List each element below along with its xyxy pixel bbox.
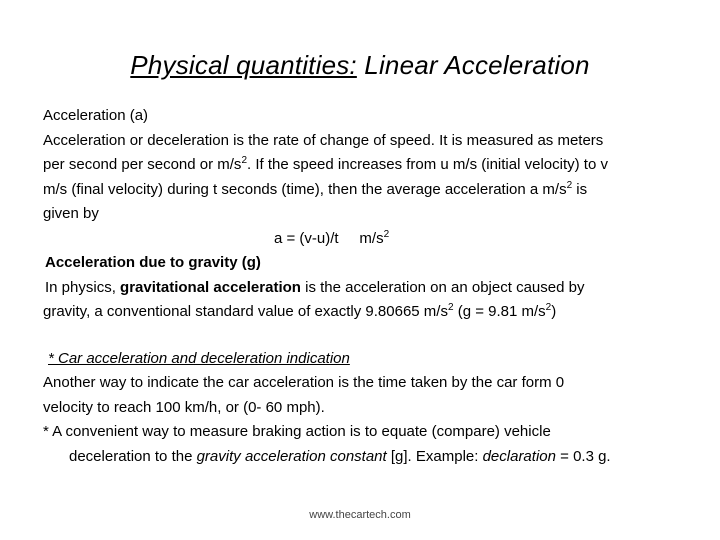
gravity-heading: Acceleration due to gravity (g) <box>45 254 261 271</box>
title-underlined: Physical quantities: <box>130 50 357 80</box>
car-indication-heading: * Car acceleration and deceleration indication <box>48 349 350 367</box>
braking-line-2: deceleration to the gravity acceleration constant [g]. Example: declaration = 0.3 g. <box>69 447 611 465</box>
acceleration-formula: a = (v-u)/t $m/s^2$ <box>274 228 390 247</box>
gravity-line-2: gravity, a conventional standard value of exactly 9.80665 $m/s^2$ (g = 9.81 $m/s^2$) <box>43 302 557 320</box>
definition-line-3: m/s (final velocity) during t seconds (time), then the average acceleration a $m/s^2$ is <box>43 179 588 198</box>
slide-body <box>43 104 683 469</box>
gravity-line-1: In physics, gravitational acceleration is the acceleration on an object caused by <box>45 278 585 296</box>
definition-line-4: given by <box>43 205 99 222</box>
definition-line-1: Acceleration or deceleration is the rate of change of speed. It is measured as meters <box>43 131 604 149</box>
spacer <box>43 325 683 347</box>
slide-title <box>0 50 720 81</box>
acceleration-heading: Acceleration (a) <box>43 107 149 124</box>
car-line-1: Another way to indicate the car acceleration is the time taken by the car form 0 <box>43 374 565 391</box>
definition-line-2: per second per second or $m/s^2$. If the speed increases from u m/s (initial velocity) to v <box>43 155 608 173</box>
title-rest: Linear Acceleration <box>356 50 590 80</box>
car-line-2: velocity to reach 100 km/h, or (0- 60 mph). <box>43 398 325 416</box>
braking-line-1: * A convenient way to measure braking action is to equate (compare) vehicle <box>43 423 551 440</box>
footer-url: www.thecartech.com <box>309 509 411 521</box>
